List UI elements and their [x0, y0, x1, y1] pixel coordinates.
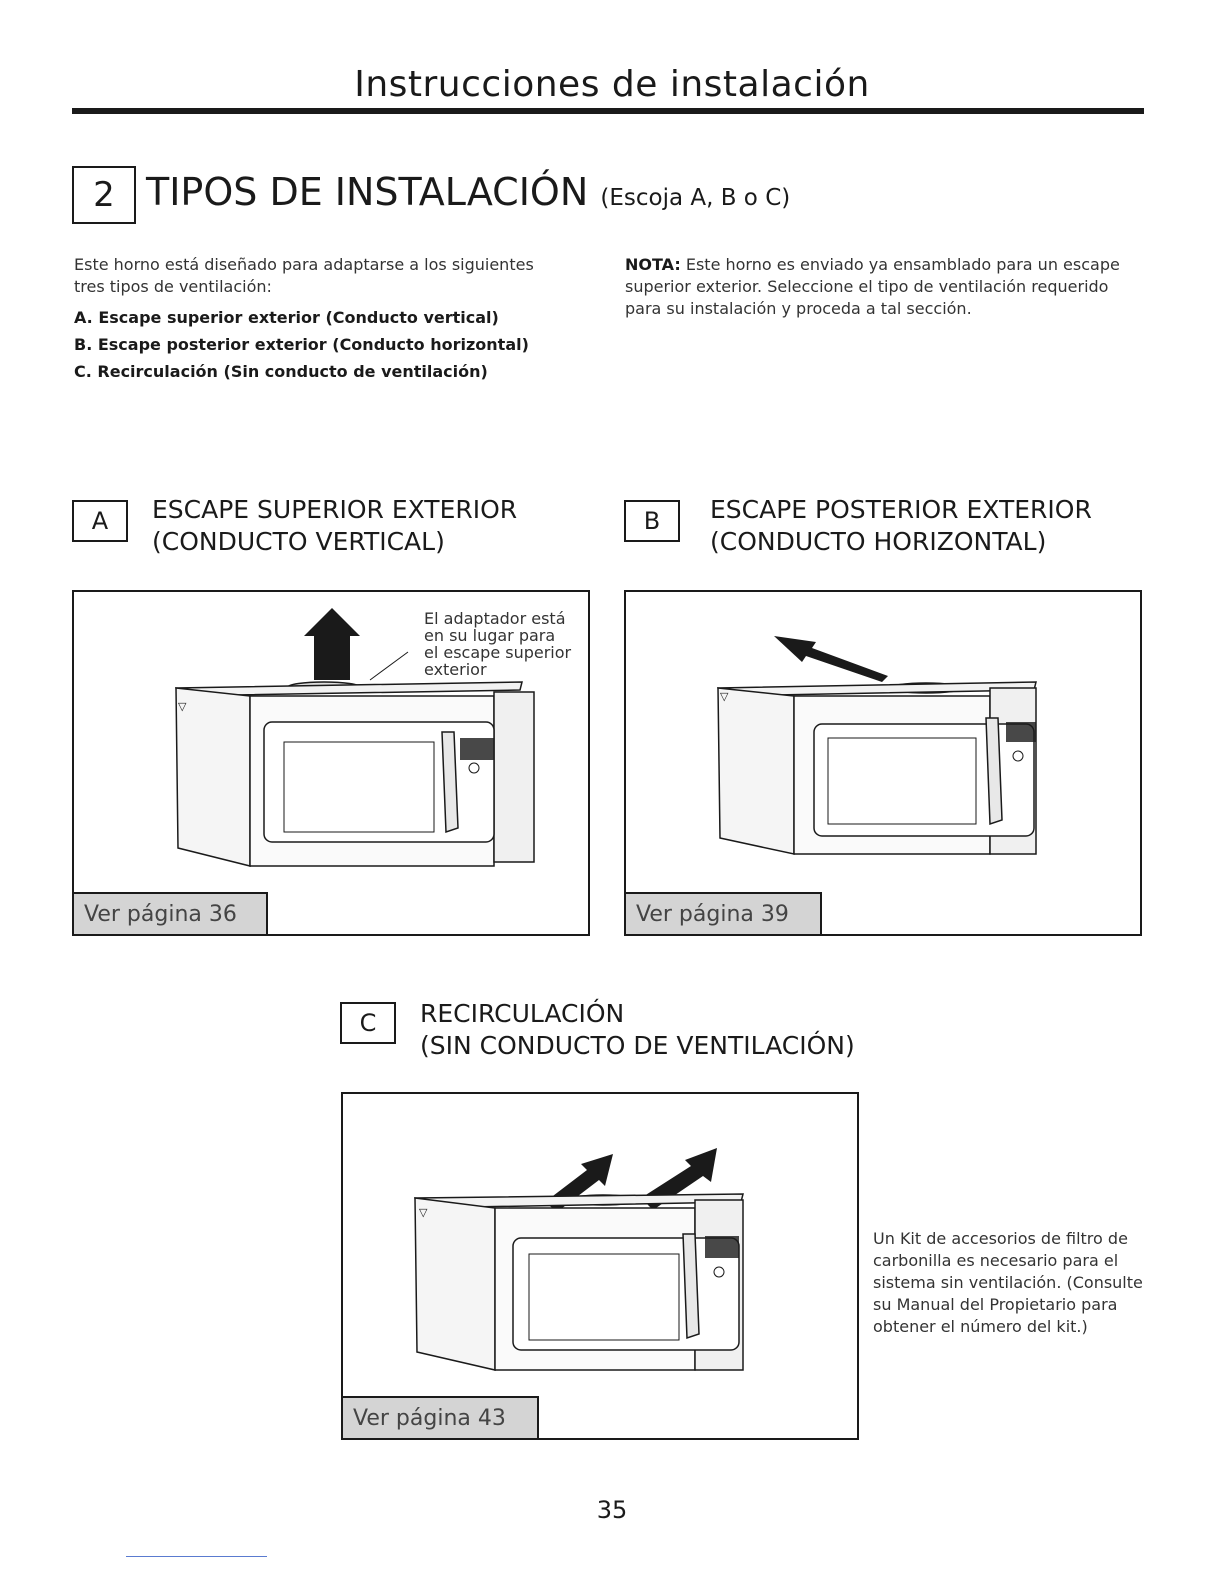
- arrow-back-icon: [774, 636, 888, 682]
- section-c-letter: C: [340, 1002, 396, 1044]
- step-title-main: TIPOS DE INSTALACIÓN: [146, 170, 589, 214]
- nota-block: [625, 254, 1145, 320]
- step-title-sub: (Escoja A, B o C): [600, 185, 791, 211]
- section-c-title: [420, 998, 855, 1062]
- microwave-recirculation-illustration: [343, 1094, 857, 1438]
- step-number-box: 2: [72, 166, 136, 224]
- see-page-b: Ver página 39: [626, 892, 822, 934]
- page-header-title: Instrucciones de instalación: [354, 64, 870, 105]
- option-b: B. Escape posterior exterior (Conducto horizontal): [74, 335, 529, 354]
- callout-adapter: [424, 610, 571, 678]
- section-b-title-line1: ESCAPE POSTERIOR EXTERIOR: [710, 495, 1092, 524]
- see-page-c: Ver página 43: [343, 1396, 539, 1438]
- section-a-title-line2: (CONDUCTO VERTICAL): [152, 527, 445, 556]
- header-divider: [72, 108, 1144, 114]
- svg-text:▽: ▽: [419, 1206, 428, 1219]
- nota-text: Este horno es enviado ya ensamblado para un escape superior exterior. Seleccione el tipo de ventilación requerido para su instalación y proceda a tal sección.: [625, 255, 1120, 318]
- svg-text:▽: ▽: [178, 700, 187, 713]
- section-c-title-line2: (SIN CONDUCTO DE VENTILACIÓN): [420, 1031, 855, 1060]
- svg-text:▽: ▽: [720, 690, 729, 703]
- page-number: 35: [596, 1496, 628, 1524]
- option-list: [74, 304, 529, 385]
- nota-label: NOTA:: [625, 255, 681, 274]
- figure-panel-c: [341, 1092, 859, 1440]
- arrow-up-icon: [304, 608, 360, 680]
- callout-line-3: el escape superior: [424, 643, 572, 662]
- callout-line-2: en su lugar para: [424, 626, 556, 645]
- section-a-title-line1: ESCAPE SUPERIOR EXTERIOR: [152, 495, 518, 524]
- section-a-title: [152, 494, 517, 558]
- callout-line-1: El adaptador está: [424, 609, 566, 628]
- filter-kit-note: Un Kit de accesorios de filtro de carbonilla es necesario para el sistema sin ventilación. (Consulte su Manual del Propietario para obtener el número del kit.): [873, 1229, 1143, 1336]
- figure-panel-b: [624, 590, 1142, 936]
- section-b-title: [710, 494, 1092, 558]
- footer-divider: [126, 1556, 267, 1557]
- see-page-a: Ver página 36: [74, 892, 268, 934]
- option-c: C. Recirculación (Sin conducto de ventilación): [74, 362, 488, 381]
- figure-panel-a: [72, 590, 590, 936]
- section-b-title-line2: (CONDUCTO HORIZONTAL): [710, 527, 1047, 556]
- option-a: A. Escape superior exterior (Conducto vertical): [74, 308, 499, 327]
- step-title: [146, 170, 790, 214]
- callout-line-4: exterior: [424, 660, 487, 679]
- section-b-letter: B: [624, 500, 680, 542]
- intro-text: Este horno está diseñado para adaptarse a los siguientes tres tipos de ventilación:: [74, 255, 534, 296]
- section-a-letter: A: [72, 500, 128, 542]
- section-c-title-line1: RECIRCULACIÓN: [420, 999, 625, 1028]
- microwave-rear-vent-illustration: [626, 592, 1140, 934]
